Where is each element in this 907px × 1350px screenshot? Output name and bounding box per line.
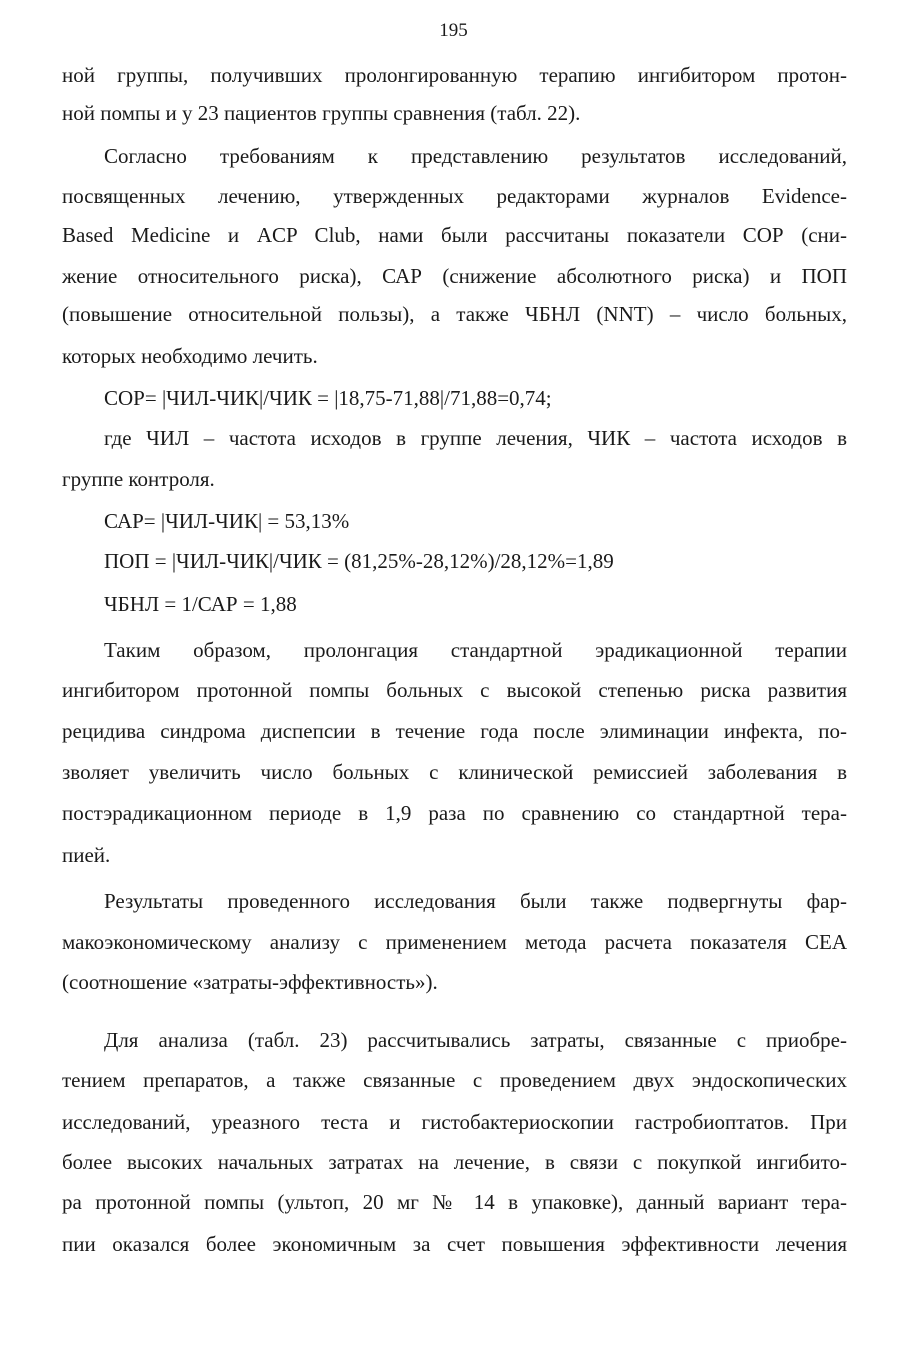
text-line: макоэкономическому анализу с применением метода расчета показателя СЕА [62, 930, 847, 954]
text-line: ной группы, получивших пролонгированную терапию ингибитором протон- [62, 63, 847, 87]
text-line: ЧБНЛ = 1/САР = 1,88 [104, 592, 297, 616]
text-line: Результаты проведенного исследования были также подвергнуты фар- [104, 889, 847, 913]
text-line: пией. [62, 843, 111, 867]
text-line: Для анализа (табл. 23) рассчитывались затраты, связанные с приобре- [104, 1028, 847, 1052]
text-line: Согласно требованиям к представлению результатов исследований, [104, 144, 847, 168]
text-line: ПОП = |ЧИЛ-ЧИК|/ЧИК = (81,25%-28,12%)/28,12%=1,89 [104, 549, 614, 573]
text-line: (повышение относительной пользы), а также ЧБНЛ (NNT) – число больных, [62, 302, 847, 326]
text-line: группе контроля. [62, 467, 215, 491]
text-line: ра протонной помпы (ультоп, 20 мг № 14 в упаковке), данный вариант тера- [62, 1190, 847, 1214]
text-line: ингибитором протонной помпы больных с высокой степенью риска развития [62, 678, 847, 702]
text-line: зволяет увеличить число больных с клинической ремиссией заболевания в [62, 760, 847, 784]
text-line: исследований, уреазного теста и гистобактериоскопии гастробиоптатов. При [62, 1110, 847, 1134]
text-line: рецидива синдрома диспепсии в течение года после элиминации инфекта, по- [62, 719, 847, 743]
text-line: Based Medicine и ACP Club, нами были рассчитаны показатели СОР (сни- [62, 223, 847, 247]
page-number: 195 [439, 20, 468, 41]
text-line: где ЧИЛ – частота исходов в группе лечения, ЧИК – частота исходов в [104, 426, 847, 450]
text-line: Таким образом, пролонгация стандартной эрадикационной терапии [104, 638, 847, 662]
text-line: пии оказался более экономичным за счет повышения эффективности лечения [62, 1232, 847, 1256]
text-line: СОР= |ЧИЛ-ЧИК|/ЧИК = |18,75-71,88|/71,88=0,74; [104, 386, 552, 410]
text-line: тением препаратов, а также связанные с проведением двух эндоскопических [62, 1068, 847, 1092]
text-line: ной помпы и у 23 пациентов группы сравнения (табл. 22). [62, 101, 581, 125]
text-line: САР= |ЧИЛ-ЧИК| = 53,13% [104, 509, 350, 533]
text-line: жение относительного риска), САР (снижение абсолютного риска) и ПОП [62, 264, 847, 288]
text-line: которых необходимо лечить. [62, 344, 318, 368]
text-line: (соотношение «затраты-эффективность»). [62, 970, 438, 994]
text-line: более высоких начальных затратах на лечение, в связи с покупкой ингибито- [62, 1150, 847, 1174]
text-line: постэрадикационном периоде в 1,9 раза по сравнению со стандартной тера- [62, 801, 847, 825]
text-line: посвященных лечению, утвержденных редакторами журналов Evidence- [62, 184, 847, 208]
